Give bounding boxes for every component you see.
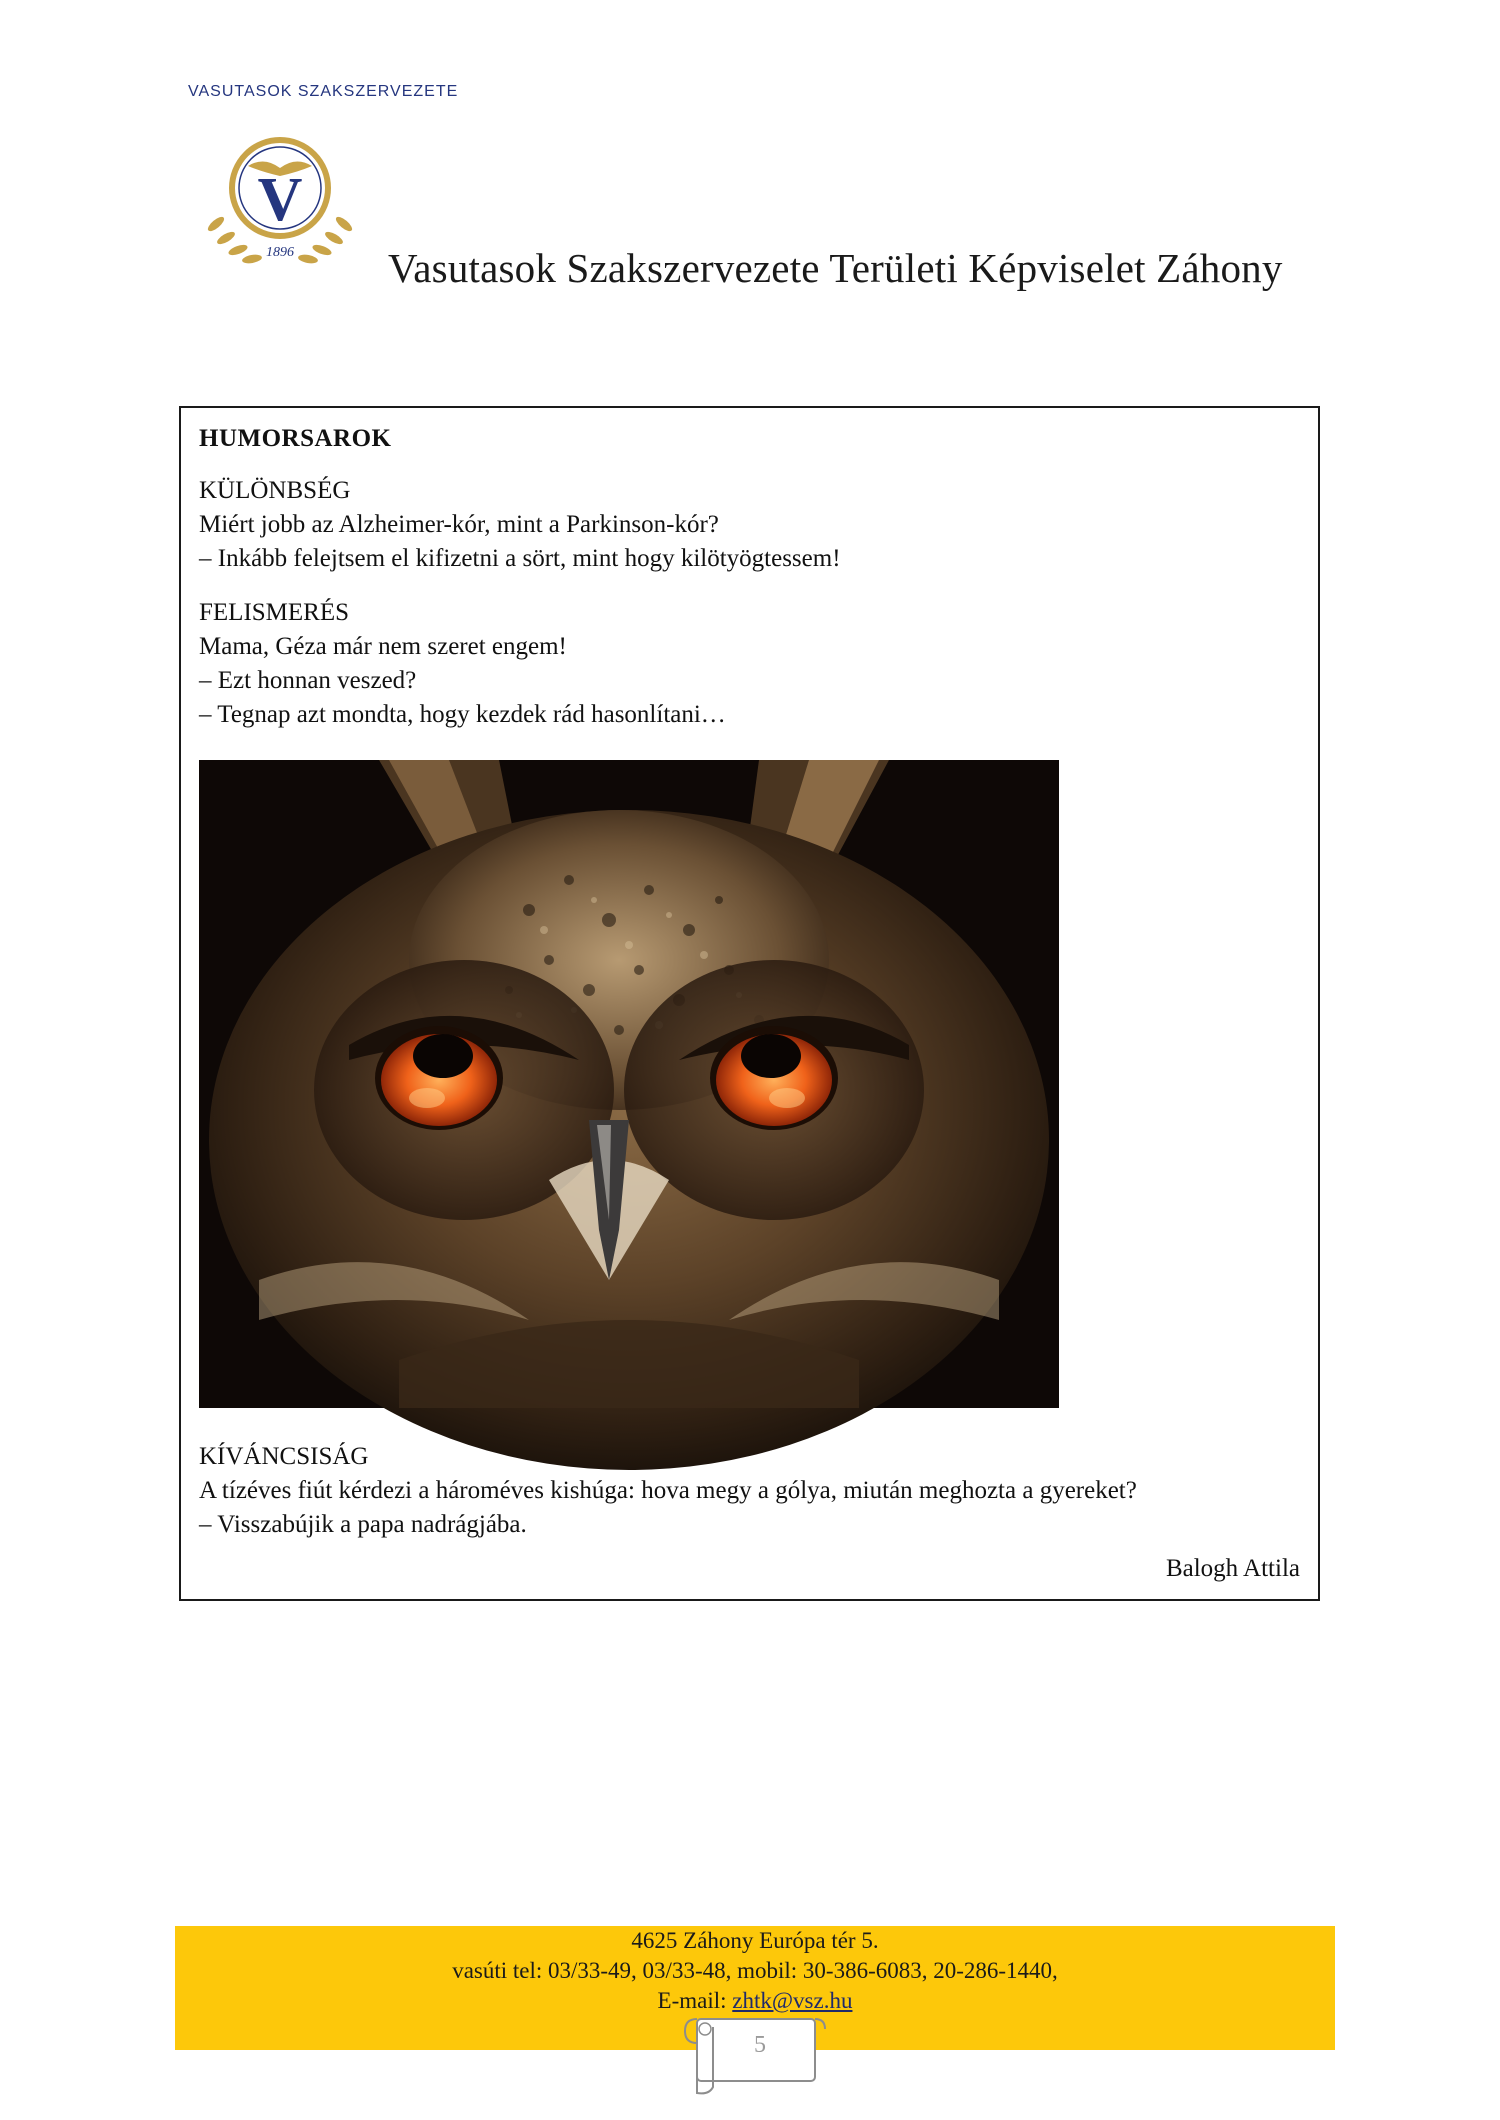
joke-line: – Visszabújik a papa nadrágjába.	[199, 1511, 527, 1538]
author-name: Balogh Attila	[1165, 1555, 1300, 1582]
logo-letter: V	[257, 166, 303, 234]
joke-line: – Inkább felejtsem el kifizetni a sört, mint hogy kilötyögtessem!	[199, 545, 841, 572]
section-title: KÜLÖNBSÉG	[199, 477, 351, 504]
footer-email-label: E-mail:	[657, 1988, 733, 2013]
humor-corner-box	[179, 406, 1320, 1601]
joke-section	[199, 1440, 1137, 1542]
email-link[interactable]: zhtk@vsz.hu	[732, 1988, 853, 2013]
joke-section	[199, 596, 1300, 732]
footer-contact	[175, 1926, 1335, 2016]
logo-year: 1896	[266, 245, 294, 260]
joke-line: Miért jobb az Alzheimer-kór, mint a Parkinson-kór?	[199, 511, 719, 538]
footer-address: 4625 Záhony Európa tér 5.	[631, 1928, 879, 1953]
joke-line: – Ezt honnan veszed?	[199, 667, 417, 694]
section-title: FELISMERÉS	[199, 599, 350, 626]
page-header-title: Vasutasok Szakszervezete Területi Képviselet Záhony	[388, 245, 1283, 291]
box-title: HUMORSAROK	[199, 425, 392, 452]
joke-line: A tízéves fiút kérdezi a hároméves kishúga: hova megy a gólya, miután meghozta a gyereket?	[199, 1477, 1137, 1504]
page-number: 5	[754, 2032, 766, 2058]
joke-section	[199, 474, 1300, 576]
footer-phones: vasúti tel: 03/33-49, 03/33-48, mobil: 30-386-6083, 20-286-1440,	[452, 1958, 1058, 1983]
section-title: KÍVÁNCSISÁG	[199, 1443, 369, 1470]
owl-photo	[199, 760, 1059, 1408]
logo-ring-text: VASUTASOK SZAKSZERVEZETE	[188, 83, 459, 100]
union-emblem-icon	[188, 83, 459, 280]
joke-line: Mama, Géza már nem szeret engem!	[199, 633, 567, 660]
joke-line: – Tegnap azt mondta, hogy kezdek rád hasonlítani…	[199, 701, 726, 728]
